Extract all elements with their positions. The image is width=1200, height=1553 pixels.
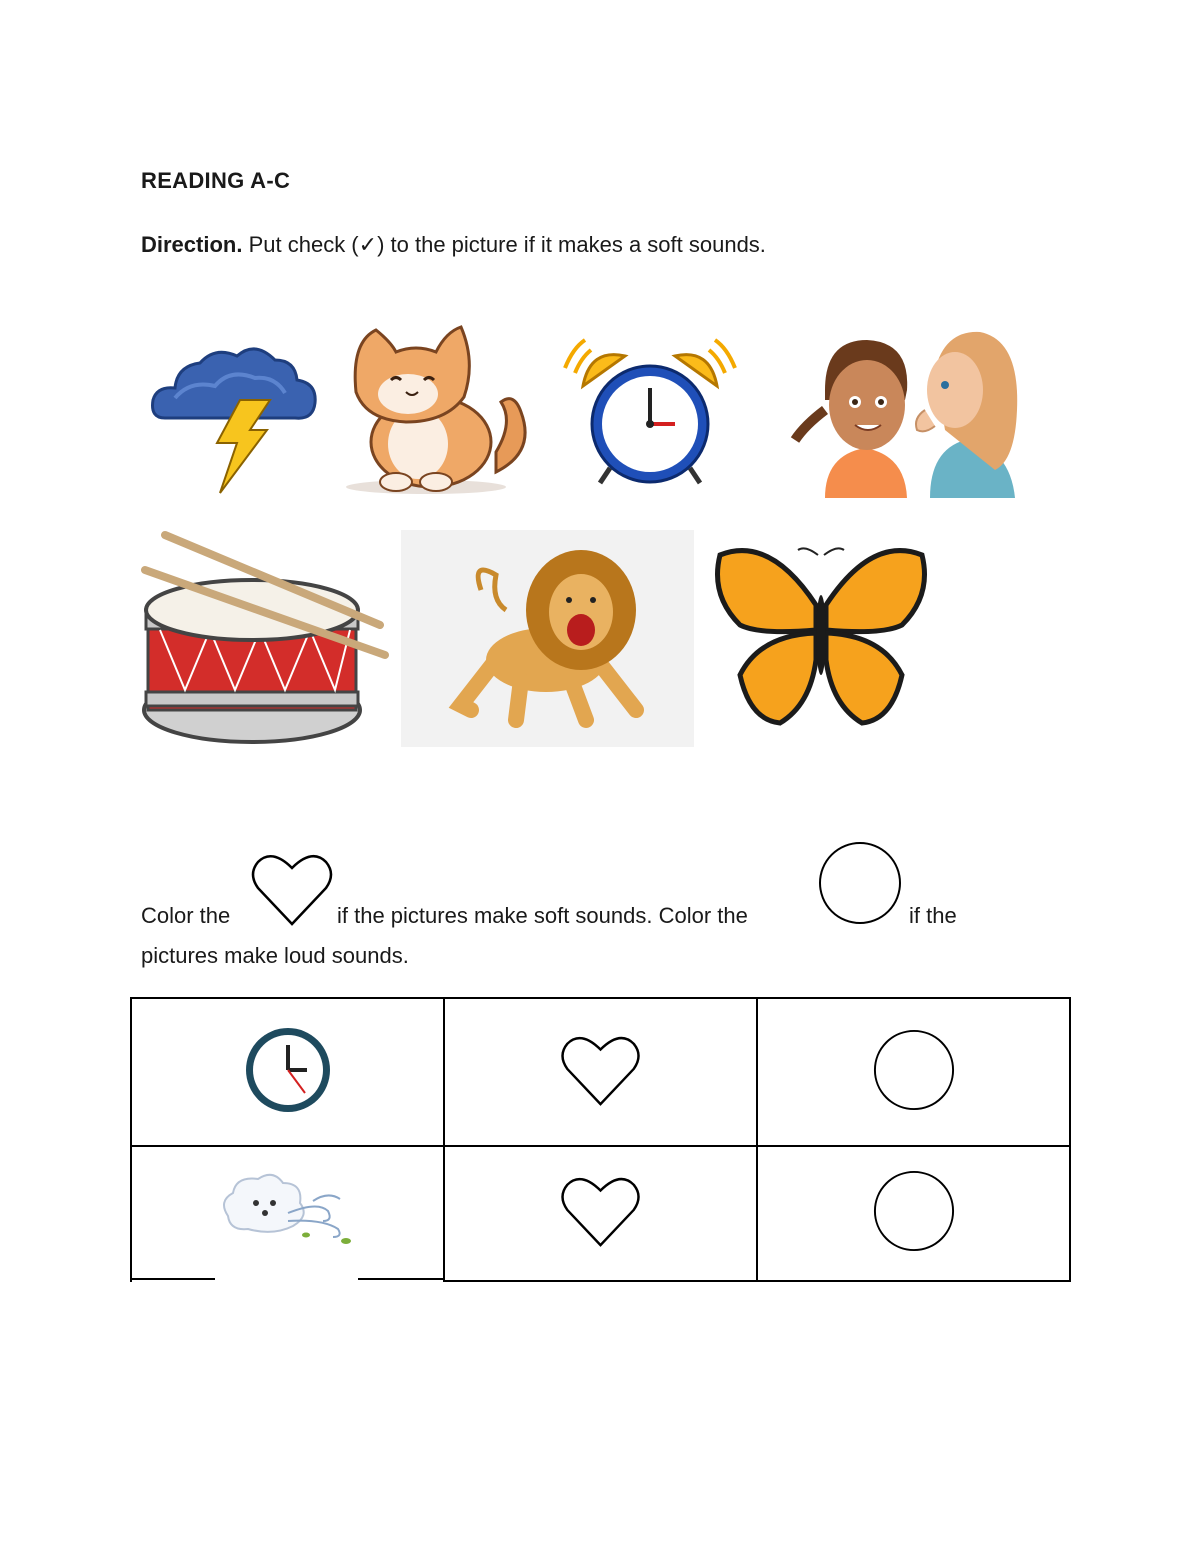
answer-table <box>130 997 1071 1282</box>
table-cell-loud[interactable] <box>757 998 1070 1146</box>
blowing-wind-icon <box>218 1171 358 1251</box>
heart-icon[interactable] <box>559 1032 643 1108</box>
cat-icon[interactable] <box>336 322 536 494</box>
table-cell-soft[interactable] <box>444 1146 757 1281</box>
table-row <box>131 1146 1070 1281</box>
circle-icon[interactable] <box>872 1169 956 1253</box>
girls-whispering-icon[interactable] <box>785 330 1025 498</box>
table-cell-soft[interactable] <box>444 998 757 1146</box>
thunder-cloud-icon[interactable] <box>145 338 320 498</box>
alarm-clock-icon[interactable] <box>555 328 745 488</box>
circle-icon <box>817 840 903 926</box>
drum-icon[interactable] <box>140 530 395 748</box>
butterfly-icon[interactable] <box>710 545 932 727</box>
instruction-color-the: Color the <box>141 903 231 928</box>
instruction-soft-text: if the pictures make soft sounds. Color the <box>337 903 748 928</box>
heart-icon <box>250 850 335 928</box>
table-row <box>131 998 1070 1146</box>
heart-icon[interactable] <box>559 1173 643 1249</box>
worksheet-title: READING A-C <box>141 168 291 193</box>
direction-text: Put check (✓) to the picture if it makes a soft sounds. <box>248 232 766 257</box>
instruction-loud-text: pictures make loud sounds. <box>141 943 409 968</box>
table-border-segment <box>358 1278 444 1280</box>
direction-line <box>141 232 766 258</box>
direction-label: Direction. <box>141 232 243 257</box>
table-cell-loud[interactable] <box>757 1146 1070 1281</box>
instruction-if-the: if the <box>909 903 957 928</box>
circle-icon[interactable] <box>872 1028 956 1112</box>
table-border-segment <box>130 1278 215 1280</box>
lion-icon[interactable] <box>401 530 694 747</box>
table-cell-picture <box>131 998 444 1146</box>
table-cell-picture <box>131 1146 444 1281</box>
wall-clock-icon <box>243 1025 333 1115</box>
